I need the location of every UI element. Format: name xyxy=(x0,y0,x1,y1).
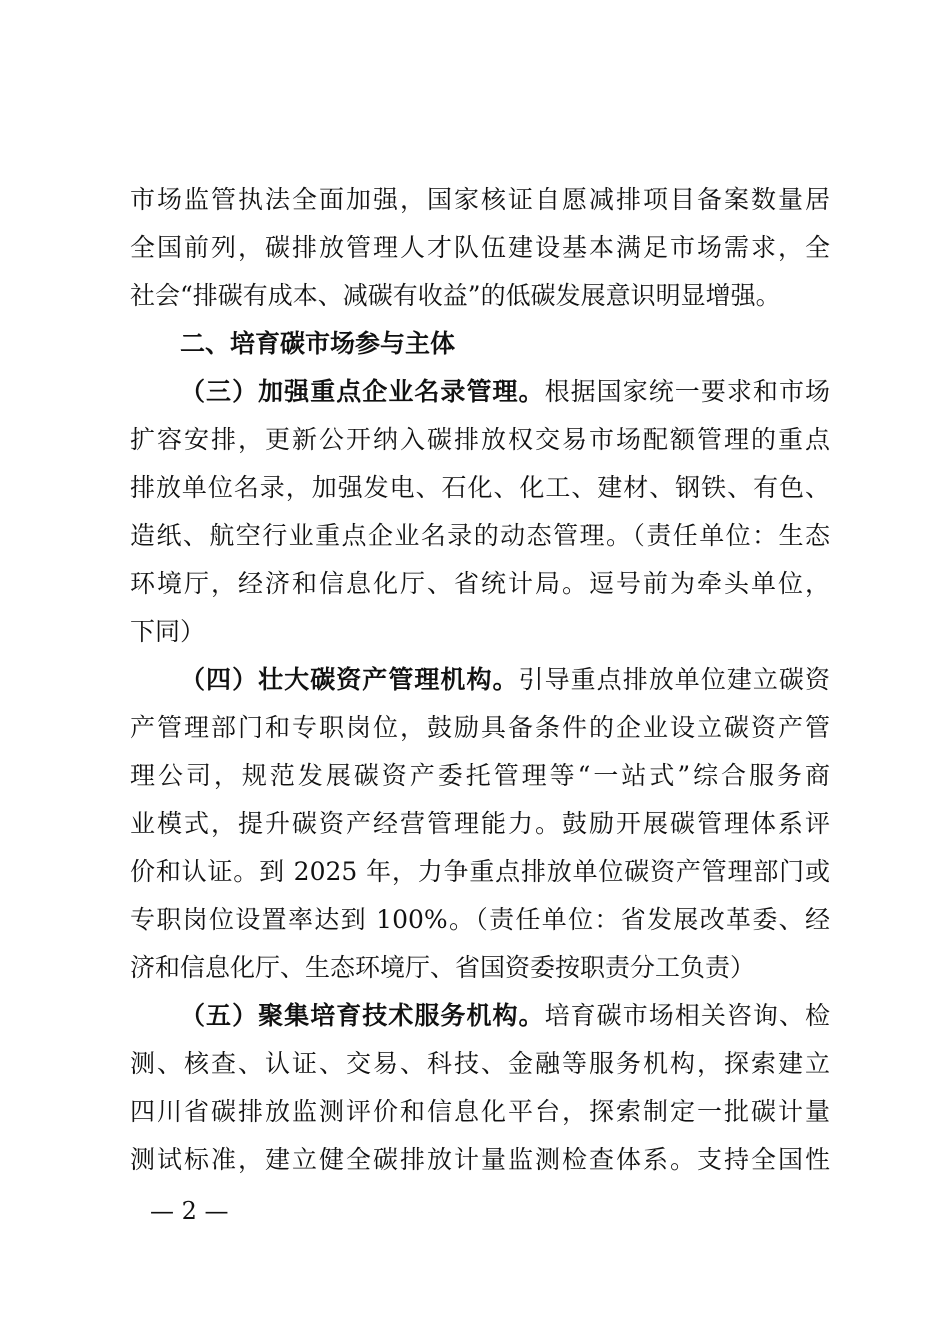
paragraph-text: 引导重点排放单位建立碳资 xyxy=(518,665,830,694)
paragraph-first-line xyxy=(130,992,830,1040)
document-body xyxy=(130,176,830,1184)
paragraph-title: （四）壮大碳资产管理机构。 xyxy=(180,665,519,694)
text-line: 扩容安排，更新公开纳入碳排放权交易市场配额管理的重点 xyxy=(130,425,830,454)
paragraph-first-line xyxy=(130,656,830,704)
section-heading: 二、培育碳市场参与主体 xyxy=(180,329,456,358)
intro-paragraph xyxy=(130,176,830,320)
text-line: 环境厅，经济和信息化厅、省统计局。逗号前为牵头单位， xyxy=(130,569,830,598)
text-line: 造纸、航空行业重点企业名录的动态管理。（责任单位：生态 xyxy=(130,521,830,550)
text-line: 测、核查、认证、交易、科技、金融等服务机构，探索建立 xyxy=(130,1049,830,1078)
text-line: 社会“排碳有成本、减碳有收益”的低碳发展意识明显增强。 xyxy=(130,281,781,310)
page-number: — 2 — xyxy=(150,1197,229,1225)
text-line: 理公司，规范发展碳资产委托管理等“一站式”综合服务商 xyxy=(130,761,830,790)
text-line: 下同） xyxy=(130,617,206,646)
text-line: 四川省碳排放监测评价和信息化平台，探索制定一批碳计量 xyxy=(130,1097,830,1126)
paragraph-text: 培育碳市场相关咨询、检 xyxy=(544,1001,830,1030)
text-line: 产管理部门和专职岗位，鼓励具备条件的企业设立碳资产管 xyxy=(130,713,830,742)
text-line: 济和信息化厅、生态环境厅、省国资委按职责分工负责） xyxy=(130,953,756,982)
text-line: 价和认证。到 2025 年，力争重点排放单位碳资产管理部门或 xyxy=(130,857,830,886)
paragraph-title: （三）加强重点企业名录管理。 xyxy=(180,377,545,406)
paragraph-item-5 xyxy=(130,992,830,1184)
paragraph-first-line xyxy=(130,368,830,416)
text-line: 业模式，提升碳资产经营管理能力。鼓励开展碳管理体系评 xyxy=(130,809,830,838)
paragraph-text: 根据国家统一要求和市场 xyxy=(544,377,830,406)
text-line: 市场监管执法全面加强，国家核证自愿减排项目备案数量居 xyxy=(130,185,830,214)
paragraph-item-3 xyxy=(130,368,830,656)
paragraph-item-4 xyxy=(130,656,830,992)
text-line: 专职岗位设置率达到 100%。（责任单位：省发展改革委、经 xyxy=(130,905,830,934)
text-line: 全国前列，碳排放管理人才队伍建设基本满足市场需求，全 xyxy=(130,233,830,262)
text-line: 排放单位名录，加强发电、石化、化工、建材、钢铁、有色、 xyxy=(130,473,830,502)
text-line: 测试标准，建立健全碳排放计量监测检查体系。支持全国性 xyxy=(130,1145,830,1174)
paragraph-title: （五）聚集培育技术服务机构。 xyxy=(180,1001,545,1030)
